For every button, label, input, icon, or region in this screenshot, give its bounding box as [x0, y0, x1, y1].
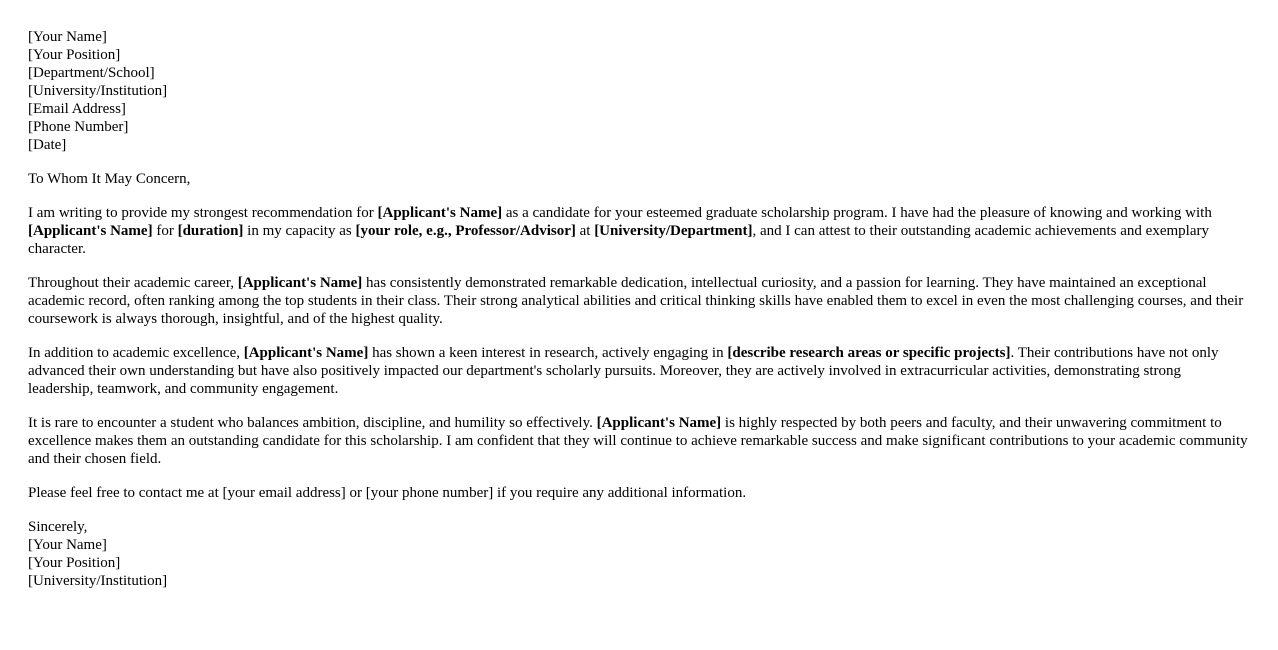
text-run: . Their contributions have not only advanced their own understanding but have also positively impacted our department's scholarly pursuits. Moreover, they are actively involved in extracurricular activities, demonstrating strong leadership, teamwork, and community engagement.: [28, 345, 1219, 397]
placeholder-applicant-name: [Applicant's Name]: [377, 205, 503, 221]
text-run: has shown a keen interest in research, actively engaging in: [368, 345, 728, 361]
sender-phone: [Phone Number]: [28, 119, 129, 135]
body-paragraph-2: [28, 274, 1250, 328]
text-run: Please feel free to contact me at [your email address] or [your phone number] if you require any additional information.: [28, 485, 747, 501]
recommendation-letter: [28, 28, 1250, 590]
placeholder-applicant-name: [Applicant's Name]: [237, 275, 363, 291]
text-run: in my capacity as: [243, 223, 356, 239]
text-run: Throughout their academic career,: [28, 275, 238, 291]
body-paragraph-5: [28, 484, 1250, 502]
placeholder-university-department: [University/Department]: [594, 223, 753, 239]
placeholder-applicant-name: [Applicant's Name]: [596, 415, 722, 431]
salutation: To Whom It May Concern,: [28, 171, 191, 187]
body-paragraph-1: [28, 204, 1250, 258]
placeholder-research-areas: [describe research areas or specific projects]: [727, 345, 1011, 361]
closing: [28, 518, 1250, 590]
text-run: for: [152, 223, 178, 239]
placeholder-applicant-name: [Applicant's Name]: [28, 223, 153, 239]
signer-institution: [University/Institution]: [28, 573, 168, 589]
placeholder-duration: [duration]: [177, 223, 244, 239]
signer-position: [Your Position]: [28, 555, 121, 571]
text-run: , and I can attest to their outstanding academic achievements and exemplary character.: [28, 223, 1209, 257]
text-run: In addition to academic excellence,: [28, 345, 244, 361]
body-paragraph-4: [28, 414, 1250, 468]
text-run: has consistently demonstrated remarkable dedication, intellectual curiosity, and a passion for learning. They have maintained an exceptional academic record, often ranking among the top students in their class. Their strong analytical abilities and critical thinking skills have enabled them to excel in even the most challenging courses, and their coursework is always thorough, insightful, and of the highest quality.: [28, 275, 1244, 327]
sender-email: [Email Address]: [28, 101, 126, 117]
text-run: at: [575, 223, 595, 239]
sender-name: [Your Name]: [28, 29, 107, 45]
letter-date: [Date]: [28, 137, 67, 153]
text-run: It is rare to encounter a student who balances ambition, discipline, and humility so effectively.: [28, 415, 597, 431]
placeholder-role: [your role, e.g., Professor/Advisor]: [355, 223, 576, 239]
valediction: Sincerely,: [28, 519, 88, 535]
body-paragraph-3: [28, 344, 1250, 398]
signer-name: [Your Name]: [28, 537, 107, 553]
sender-position: [Your Position]: [28, 47, 121, 63]
text-run: as a candidate for your esteemed graduate scholarship program. I have had the pleasure of knowing and working with: [502, 205, 1212, 221]
sender-institution: [University/Institution]: [28, 83, 168, 99]
placeholder-applicant-name: [Applicant's Name]: [243, 345, 369, 361]
sender-header: [28, 28, 1250, 154]
text-run: is highly respected by both peers and faculty, and their unwavering commitment to excellence makes them an outstanding candidate for this scholarship. I am confident that they will continue to achieve remarkable success and make significant contributions to your academic community and their chosen field.: [28, 415, 1248, 467]
sender-department: [Department/School]: [28, 65, 155, 81]
text-run: I am writing to provide my strongest recommendation for: [28, 205, 378, 221]
